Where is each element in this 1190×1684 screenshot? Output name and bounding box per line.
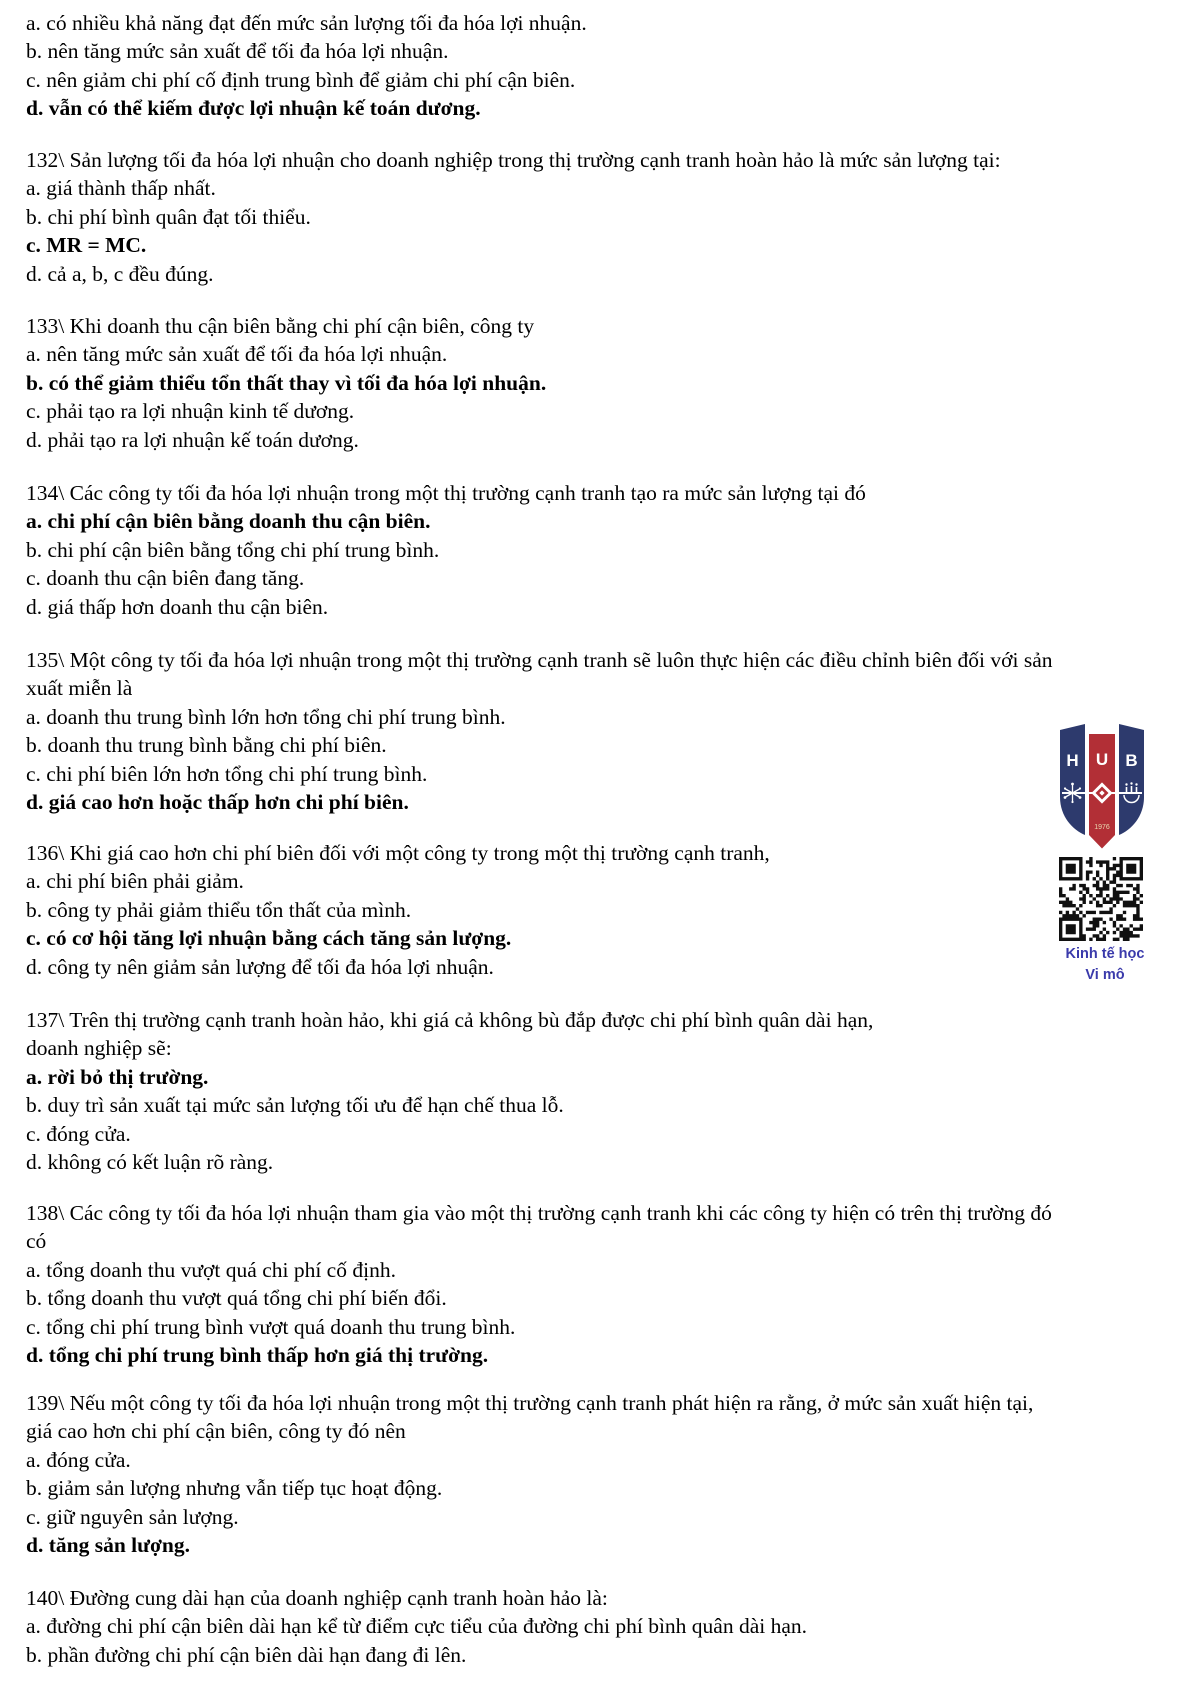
answer-option: c. nên giảm chi phí cố định trung bình để giảm chi phí cận biên. xyxy=(26,67,576,92)
answer-option: b. giảm sản lượng nhưng vẫn tiếp tục hoạt động. xyxy=(26,1476,443,1501)
answer-option: a. đóng cửa. xyxy=(26,1447,131,1472)
answer-option: c. phải tạo ra lợi nhuận kinh tế dương. xyxy=(26,399,355,424)
answer-option: a. tổng doanh thu vượt quá chi phí cố định. xyxy=(26,1257,396,1282)
answer-option: d. không có kết luận rõ ràng. xyxy=(26,1149,274,1174)
question-block-131 xyxy=(26,9,1170,123)
answer-option: c. doanh thu cận biên đang tăng. xyxy=(26,566,305,591)
answer-option: a. giá thành thấp nhất. xyxy=(26,176,216,201)
qr-code xyxy=(1059,856,1143,942)
answer-option: d. cả a, b, c đều đúng. xyxy=(26,261,214,286)
answer-option: a. doanh thu trung bình lớn hơn tổng chi phí trung bình. xyxy=(26,704,506,729)
question-text: 134\ Các công ty tối đa hóa lợi nhuận trong một thị trường cạnh tranh tạo ra mức sản lượng tại đó xyxy=(26,481,866,505)
answer-option: a. đường chi phí cận biên dài hạn kể từ điểm cực tiểu của đường chi phí bình quân dài hạn. xyxy=(26,1614,808,1639)
question-block-140 xyxy=(26,1584,1170,1669)
answer-option: a. chi phí biên phải giảm. xyxy=(26,869,244,894)
answer-option: a. nên tăng mức sản xuất để tối đa hóa lợi nhuận. xyxy=(26,342,448,367)
answer-option-correct: c. MR = MC. xyxy=(26,233,147,258)
answer-option: a. có nhiều khả năng đạt đến mức sản lượng tối đa hóa lợi nhuận. xyxy=(26,11,587,35)
answer-option-correct: b. có thể giảm thiểu tổn thất thay vì tối đa hóa lợi nhuận. xyxy=(26,370,547,395)
question-block-133 xyxy=(26,312,1170,454)
answer-option: c. tổng chi phí trung bình vượt quá doanh thu trung bình. xyxy=(26,1314,516,1339)
question-text: 139\ Nếu một công ty tối đa hóa lợi nhuận trong một thị trường cạnh tranh phát hiện ra rằng, ở mức sản xuất hiện tại, xyxy=(26,1391,1034,1415)
answer-option: b. tổng doanh thu vượt quá tổng chi phí biến đổi. xyxy=(26,1286,447,1311)
answer-option-correct: c. có cơ hội tăng lợi nhuận bằng cách tăng sản lượng. xyxy=(26,926,512,951)
question-block-134 xyxy=(26,479,1170,621)
question-text: 136\ Khi giá cao hơn chi phí biên đối với một công ty trong một thị trường cạnh tranh, xyxy=(26,841,770,865)
question-block-136 xyxy=(26,839,1170,981)
answer-option-correct: a. chi phí cận biên bằng doanh thu cận biên. xyxy=(26,509,431,534)
question-block-137 xyxy=(26,1006,1170,1176)
logo-letter-u: U xyxy=(1095,750,1109,769)
question-text: 132\ Sản lượng tối đa hóa lợi nhuận cho doanh nghiệp trong thị trường cạnh tranh hoàn hảo là mức sản lượng tại: xyxy=(26,148,1001,172)
question-block-132 xyxy=(26,146,1170,288)
logo-year: 1976 xyxy=(1094,824,1110,831)
question-block-138 xyxy=(26,1199,1170,1369)
university-shield-logo-icon xyxy=(1058,723,1146,849)
answer-option: b. công ty phải giảm thiểu tổn thất của mình. xyxy=(26,897,412,922)
answer-option-correct: d. giá cao hơn hoặc thấp hơn chi phí biên. xyxy=(26,789,409,814)
answer-option: b. nên tăng mức sản xuất để tối đa hóa lợi nhuận. xyxy=(26,39,449,64)
logo-letter-h: H xyxy=(1066,751,1079,770)
answer-option: d. phải tạo ra lợi nhuận kế toán dương. xyxy=(26,427,359,452)
question-text: 133\ Khi doanh thu cận biên bằng chi phí cận biên, công ty xyxy=(26,314,535,338)
question-text: xuất miễn là xyxy=(26,676,133,701)
answer-option-correct: d. tổng chi phí trung bình thấp hơn giá thị trường. xyxy=(26,1342,489,1367)
question-text: doanh nghiệp sẽ: xyxy=(26,1036,172,1061)
question-block-135 xyxy=(26,646,1170,816)
logo-letter-b: B xyxy=(1125,751,1138,770)
answer-option: b. phần đường chi phí cận biên dài hạn đang đi lên. xyxy=(26,1642,467,1667)
answer-option: b. chi phí cận biên bằng tổng chi phí trung bình. xyxy=(26,537,440,562)
subject-caption-line2: Vi mô xyxy=(1085,967,1125,983)
question-text: có xyxy=(26,1229,47,1254)
subject-caption-line1: Kinh tế học xyxy=(1065,946,1145,962)
answer-option-correct: d. tăng sản lượng. xyxy=(26,1532,191,1557)
question-text: 138\ Các công ty tối đa hóa lợi nhuận tham gia vào một thị trường cạnh tranh khi các công ty hiện có trên thị trường đó xyxy=(26,1201,1052,1225)
question-text: 137\ Trên thị trường cạnh tranh hoàn hảo, khi giá cả không bù đắp được chi phí bình quân dài hạn, xyxy=(26,1008,874,1032)
answer-option: b. chi phí bình quân đạt tối thiểu. xyxy=(26,204,311,229)
answer-option: b. duy trì sản xuất tại mức sản lượng tối ưu để hạn chế thua lỗ. xyxy=(26,1093,564,1118)
answer-option: d. công ty nên giảm sản lượng để tối đa hóa lợi nhuận. xyxy=(26,954,494,979)
question-text: giá cao hơn chi phí cận biên, công ty đó nên xyxy=(26,1419,406,1444)
answer-option: d. giá thấp hơn doanh thu cận biên. xyxy=(26,594,329,619)
answer-option-correct: a. rời bỏ thị trường. xyxy=(26,1064,209,1089)
answer-option: c. đóng cửa. xyxy=(26,1121,131,1146)
answer-option-correct: d. vẫn có thể kiếm được lợi nhuận kế toán dương. xyxy=(26,96,481,121)
question-text: 140\ Đường cung dài hạn của doanh nghiệp cạnh tranh hoàn hảo là: xyxy=(26,1586,608,1610)
answer-option: b. doanh thu trung bình bằng chi phí biên. xyxy=(26,733,387,758)
question-text: 135\ Một công ty tối đa hóa lợi nhuận trong một thị trường cạnh tranh sẽ luôn thực hiện các điều chỉnh biên đối với sản xyxy=(26,648,1053,672)
question-block-139 xyxy=(26,1389,1170,1559)
answer-option: c. chi phí biên lớn hơn tổng chi phí trung bình. xyxy=(26,761,428,786)
answer-option: c. giữ nguyên sản lượng. xyxy=(26,1504,239,1529)
